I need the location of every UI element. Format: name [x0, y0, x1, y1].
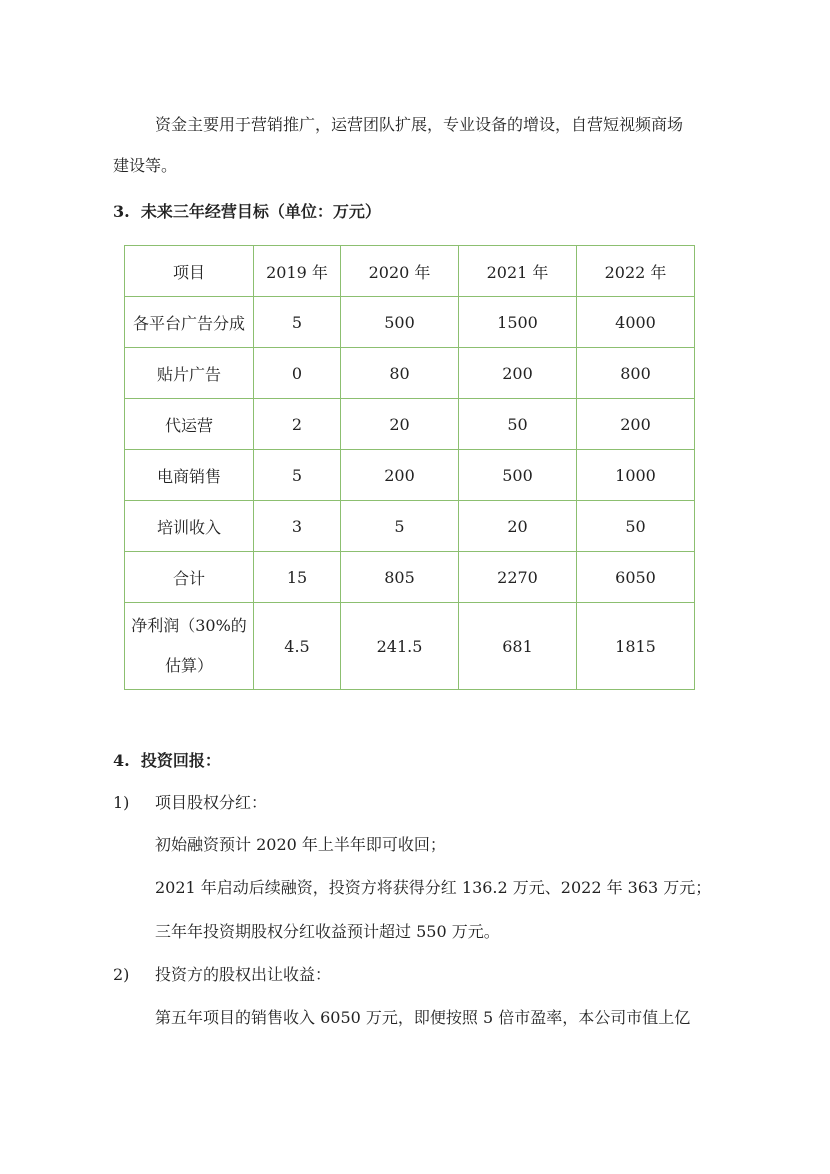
item-1-number: 1)	[113, 793, 130, 812]
table-cell: 6050	[577, 552, 695, 603]
table-cell: 15	[254, 552, 341, 603]
table-row	[125, 348, 695, 399]
table-cell: 1500	[459, 297, 577, 348]
table-header-row	[125, 246, 695, 297]
table-cell: 各平台广告分成	[125, 297, 254, 348]
table-cell: 200	[459, 348, 577, 399]
item-2-number: 2)	[113, 965, 130, 984]
table-cell: 50	[577, 501, 695, 552]
table-cell: 2	[254, 399, 341, 450]
item-1-line: 三年年投资期股权分红收益预计超过 550 万元。	[155, 922, 500, 941]
header-cell: 项目	[125, 246, 254, 297]
table-cell: 代运营	[125, 399, 254, 450]
header-cell: 2019 年	[254, 246, 341, 297]
table-cell: 241.5	[341, 603, 459, 690]
table-row-net-profit	[125, 603, 695, 690]
table-cell: 1000	[577, 450, 695, 501]
section-title: 投资回报：	[140, 751, 221, 770]
table-cell: 4000	[577, 297, 695, 348]
table-cell: 500	[341, 297, 459, 348]
table-cell: 50	[459, 399, 577, 450]
table-row	[125, 297, 695, 348]
table-cell: 贴片广告	[125, 348, 254, 399]
table-row-total	[125, 552, 695, 603]
table-cell: 20	[459, 501, 577, 552]
section-number: 3.	[113, 202, 130, 221]
table-cell: 20	[341, 399, 459, 450]
section-4-heading	[113, 751, 221, 771]
table-cell: 800	[577, 348, 695, 399]
table-cell: 5	[254, 450, 341, 501]
table-cell: 培训收入	[125, 501, 254, 552]
table-cell: 500	[459, 450, 577, 501]
table-cell: 合计	[125, 552, 254, 603]
header-cell: 2022 年	[577, 246, 695, 297]
table-cell: 1815	[577, 603, 695, 690]
section-3-heading	[113, 202, 381, 222]
item-1-title: 项目股权分红：	[155, 793, 268, 812]
section-title: 未来三年经营目标（单位：万元）	[140, 202, 381, 221]
table-row	[125, 501, 695, 552]
table-cell: 200	[577, 399, 695, 450]
table-cell: 4.5	[254, 603, 341, 690]
intro-line-1: 资金主要用于营销推广，运营团队扩展，专业设备的增设，自营短视频商场	[155, 115, 684, 134]
table-cell: 3	[254, 501, 341, 552]
section-number: 4.	[113, 751, 130, 770]
intro-line-2: 建设等。	[113, 156, 178, 175]
table-cell: 805	[341, 552, 459, 603]
item-2-line: 第五年项目的销售收入 6050 万元，即便按照 5 倍市盈率，本公司市值上亿	[155, 1008, 691, 1027]
table-cell: 80	[341, 348, 459, 399]
table-cell: 0	[254, 348, 341, 399]
table-row	[125, 450, 695, 501]
table-row	[125, 399, 695, 450]
table-cell: 电商销售	[125, 450, 254, 501]
table-cell: 2270	[459, 552, 577, 603]
table-cell: 200	[341, 450, 459, 501]
table-cell: 5	[341, 501, 459, 552]
header-cell: 2021 年	[459, 246, 577, 297]
item-2-title: 投资方的股权出让收益：	[155, 965, 332, 984]
business-targets-table	[124, 245, 695, 690]
item-1-line: 初始融资预计 2020 年上半年即可收回；	[155, 835, 446, 854]
item-1-line: 2021 年启动后续融资，投资方将获得分红 136.2 万元、2022 年 363 万元；	[155, 878, 712, 897]
table-cell: 净利润（30%的估算）	[125, 603, 254, 690]
table-cell: 681	[459, 603, 577, 690]
table-cell: 5	[254, 297, 341, 348]
header-cell: 2020 年	[341, 246, 459, 297]
